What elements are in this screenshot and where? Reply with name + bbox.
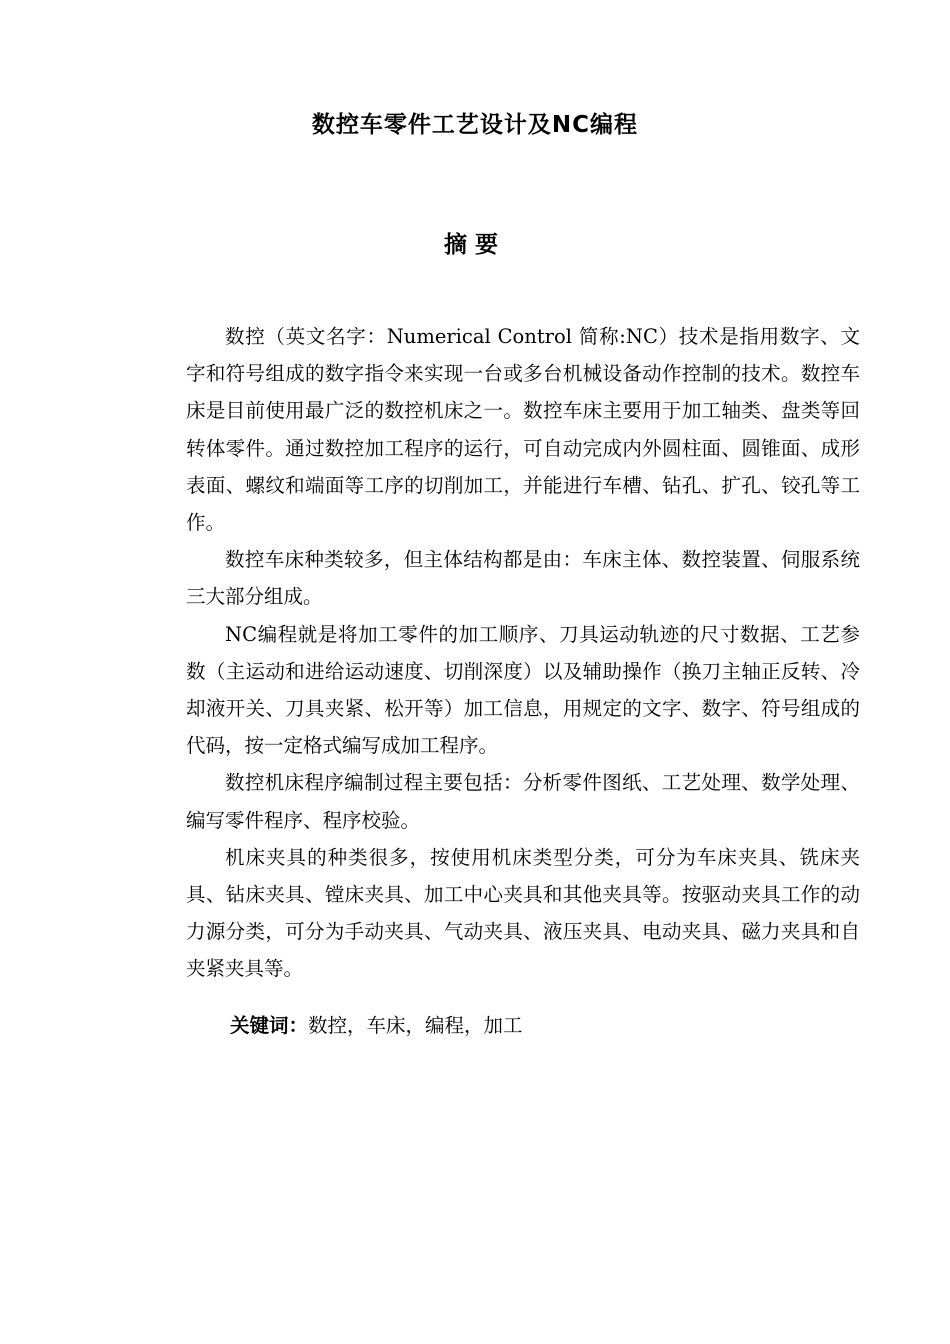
abstract-paragraph-1: 数控（英文名字：Numerical Control 简称:NC）技术是指用数字、文字和符号组成的数字指令来实现一台或多台机械设备动作控制的技术。数控车床是目前使用最广泛的数控机床之一。数控车床主要用于加工轴类、盘类等回转体零件。通过数控加工程序的运行，可自动完成内外圆柱面、圆锥面、成形表面、螺纹和端面等工序的切削加工，并能进行车槽、钻孔、扩孔、铰孔等工作。 (186, 325, 860, 535)
abstract-heading: 摘要 (444, 232, 506, 258)
keywords-line (230, 1010, 523, 1042)
keywords-label: 关键词： (230, 1014, 309, 1037)
abstract-paragraph-5: 机床夹具的种类很多，按使用机床类型分类，可分为车床夹具、铣床夹具、钻床夹具、镗床夹具、加工中心夹具和其他夹具等。按驱动夹具工作的动力源分类，可分为手动夹具、气动夹具、液压夹具、电动夹具、磁力夹具和自夹紧夹具等。 (186, 845, 860, 981)
keywords-value: 数控，车床，编程，加工 (308, 1014, 523, 1037)
abstract-paragraph-2: 数控车床种类较多，但主体结构都是由：车床主体、数控装置、伺服系统三大部分组成。 (186, 548, 860, 609)
abstract-paragraph-3: NC编程就是将加工零件的加工顺序、刀具运动轨迹的尺寸数据、工艺参数（主运动和进给运动速度、切削深度）以及辅助操作（换刀主轴正反转、冷却液开关、刀具夹紧、松开等）加工信息，用规定的文字、数字、符号组成的代码，按一定格式编写成加工程序。 (186, 622, 860, 758)
abstract-paragraph-4: 数控机床程序编制过程主要包括：分析零件图纸、工艺处理、数学处理、编写零件程序、程序校验。 (186, 771, 860, 832)
document-title: 数控车零件工艺设计及NC编程 (311, 112, 639, 138)
abstract-body (186, 318, 860, 988)
